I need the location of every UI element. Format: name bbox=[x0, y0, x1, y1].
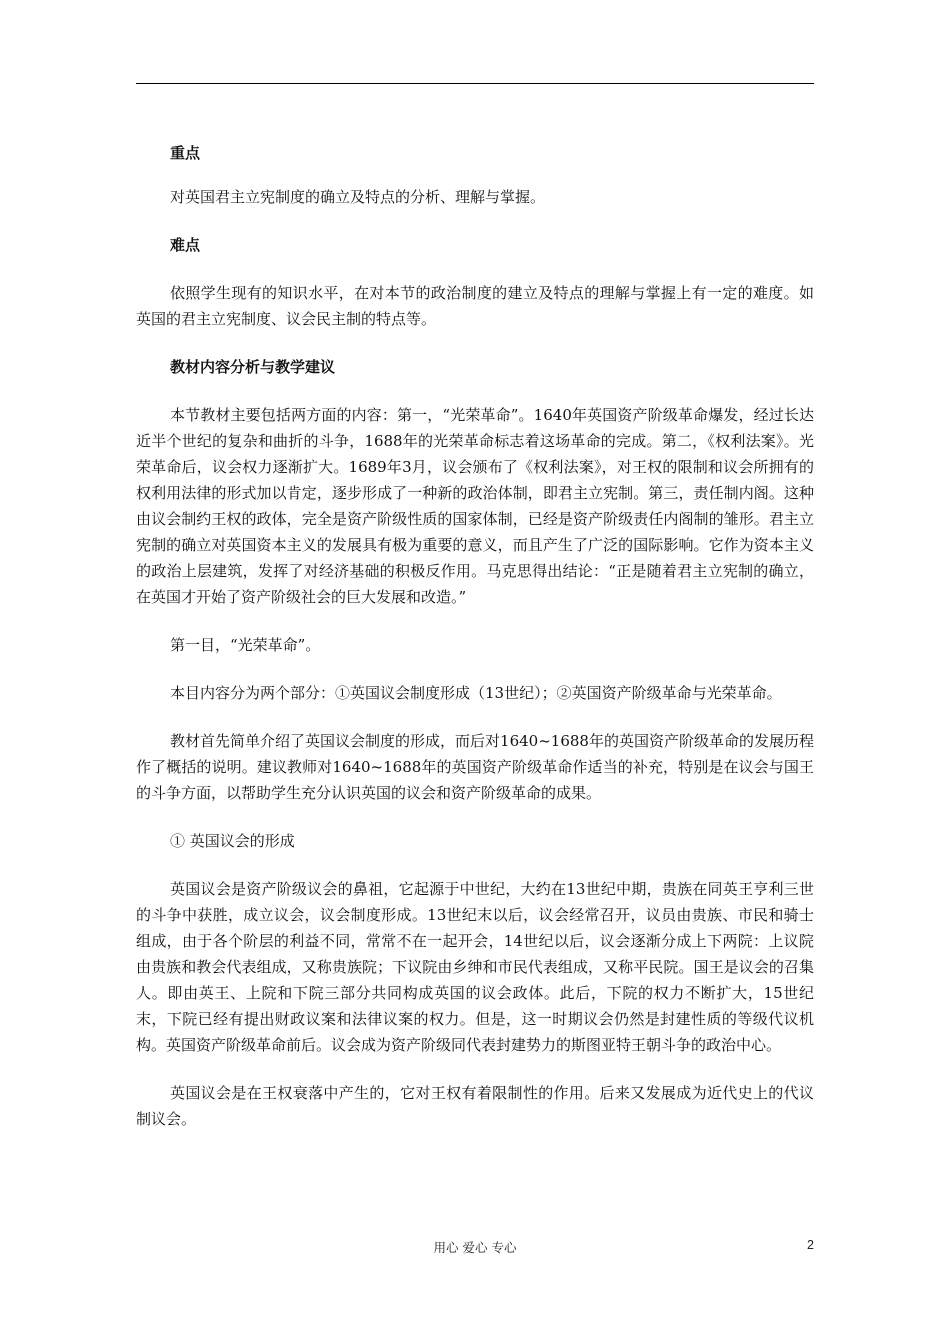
key-points-text: 对英国君主立宪制度的确立及特点的分析、理解与掌握。 bbox=[170, 188, 546, 206]
page-content bbox=[136, 140, 814, 1132]
item1-intro: 教材首先简单介绍了英国议会制度的形成，而后对1640~1688年的英国资产阶级革命的发展历程作了概括的说明。建议教师对1640~1688年的英国资产阶级革命作适当的补充，特别是在议会与国王的斗争方面，以帮助学生充分认识英国的议会和资产阶级革命的成果。 bbox=[136, 732, 814, 802]
header-rule bbox=[136, 83, 814, 84]
sub1-paragraph-2: 英国议会是在王权衰落中产生的，它对王权有着限制性的作用。后来又发展成为近代史上的代议制议会。 bbox=[136, 1084, 814, 1128]
difficulties-heading: 难点 bbox=[170, 236, 201, 254]
analysis-text: 本节教材主要包括两方面的内容：第一，“光荣革命”。1640年英国资产阶级革命爆发，经过长达近半个世纪的复杂和曲折的斗争，1688年的光荣革命标志着这场革命的完成。第二，《权利法案》。光荣革命后，议会权力逐渐扩大。1689年3月，议会颁布了《权利法案》，对王权的限制和议会所拥有的权利用法律的形式加以肯定，逐步形成了一种新的政治体制，即君主立宪制。第三，责任制内阁。这种由议会制约王权的政体，完全是资产阶级性质的国家体制，已经是资产阶级责任内阁制的雏形。君主立宪制的确立对英国资本主义的发展具有极为重要的意义，而且产生了广泛的国际影响。它作为资本主义的政治上层建筑，发挥了对经济基础的积极反作用。马克思得出结论：“正是随着君主立宪制的确立，在英国才开始了资产阶级社会的巨大发展和改造。” bbox=[136, 406, 814, 606]
sub1-title: ① 英国议会的形成 bbox=[170, 832, 295, 850]
footer-motto: 用心 爱心 专心 bbox=[433, 1240, 517, 1255]
sub1-paragraph-1: 英国议会是资产阶级议会的鼻祖，它起源于中世纪，大约在13世纪中期，贵族在同英王亨利三世的斗争中获胜，成立议会，议会制度形成。13世纪末以后，议会经常召开，议员由贵族、市民和骑士组成，由于各个阶层的利益不同，常常不在一起开会，14世纪以后，议会逐渐分成上下两院：上议院由贵族和教会代表组成，又称贵族院；下议院由乡绅和市民代表组成，又称平民院。国王是议会的召集人。即由英王、上院和下院三部分共同构成英国的议会政体。此后，下院的权力不断扩大，15世纪末，下院已经有提出财政议案和法律议案的权力。但是，这一时期议会仍然是封建性质的等级代议机构。英国资产阶级革命前后。议会成为资产阶级同代表封建势力的斯图亚特王朝斗争的政治中心。 bbox=[136, 880, 814, 1054]
difficulties-text: 依照学生现有的知识水平，在对本节的政治制度的建立及特点的理解与掌握上有一定的难度。如英国的君主立宪制度、议会民主制的特点等。 bbox=[136, 284, 814, 328]
key-points-heading: 重点 bbox=[170, 144, 201, 162]
page-number: 2 bbox=[807, 1238, 814, 1252]
analysis-heading: 教材内容分析与教学建议 bbox=[170, 358, 336, 376]
item1-title: 第一目，“光荣革命”。 bbox=[170, 636, 321, 654]
item1-parts: 本目内容分为两个部分：①英国议会制度形成（13世纪）；②英国资产阶级革命与光荣革命。 bbox=[170, 684, 782, 702]
